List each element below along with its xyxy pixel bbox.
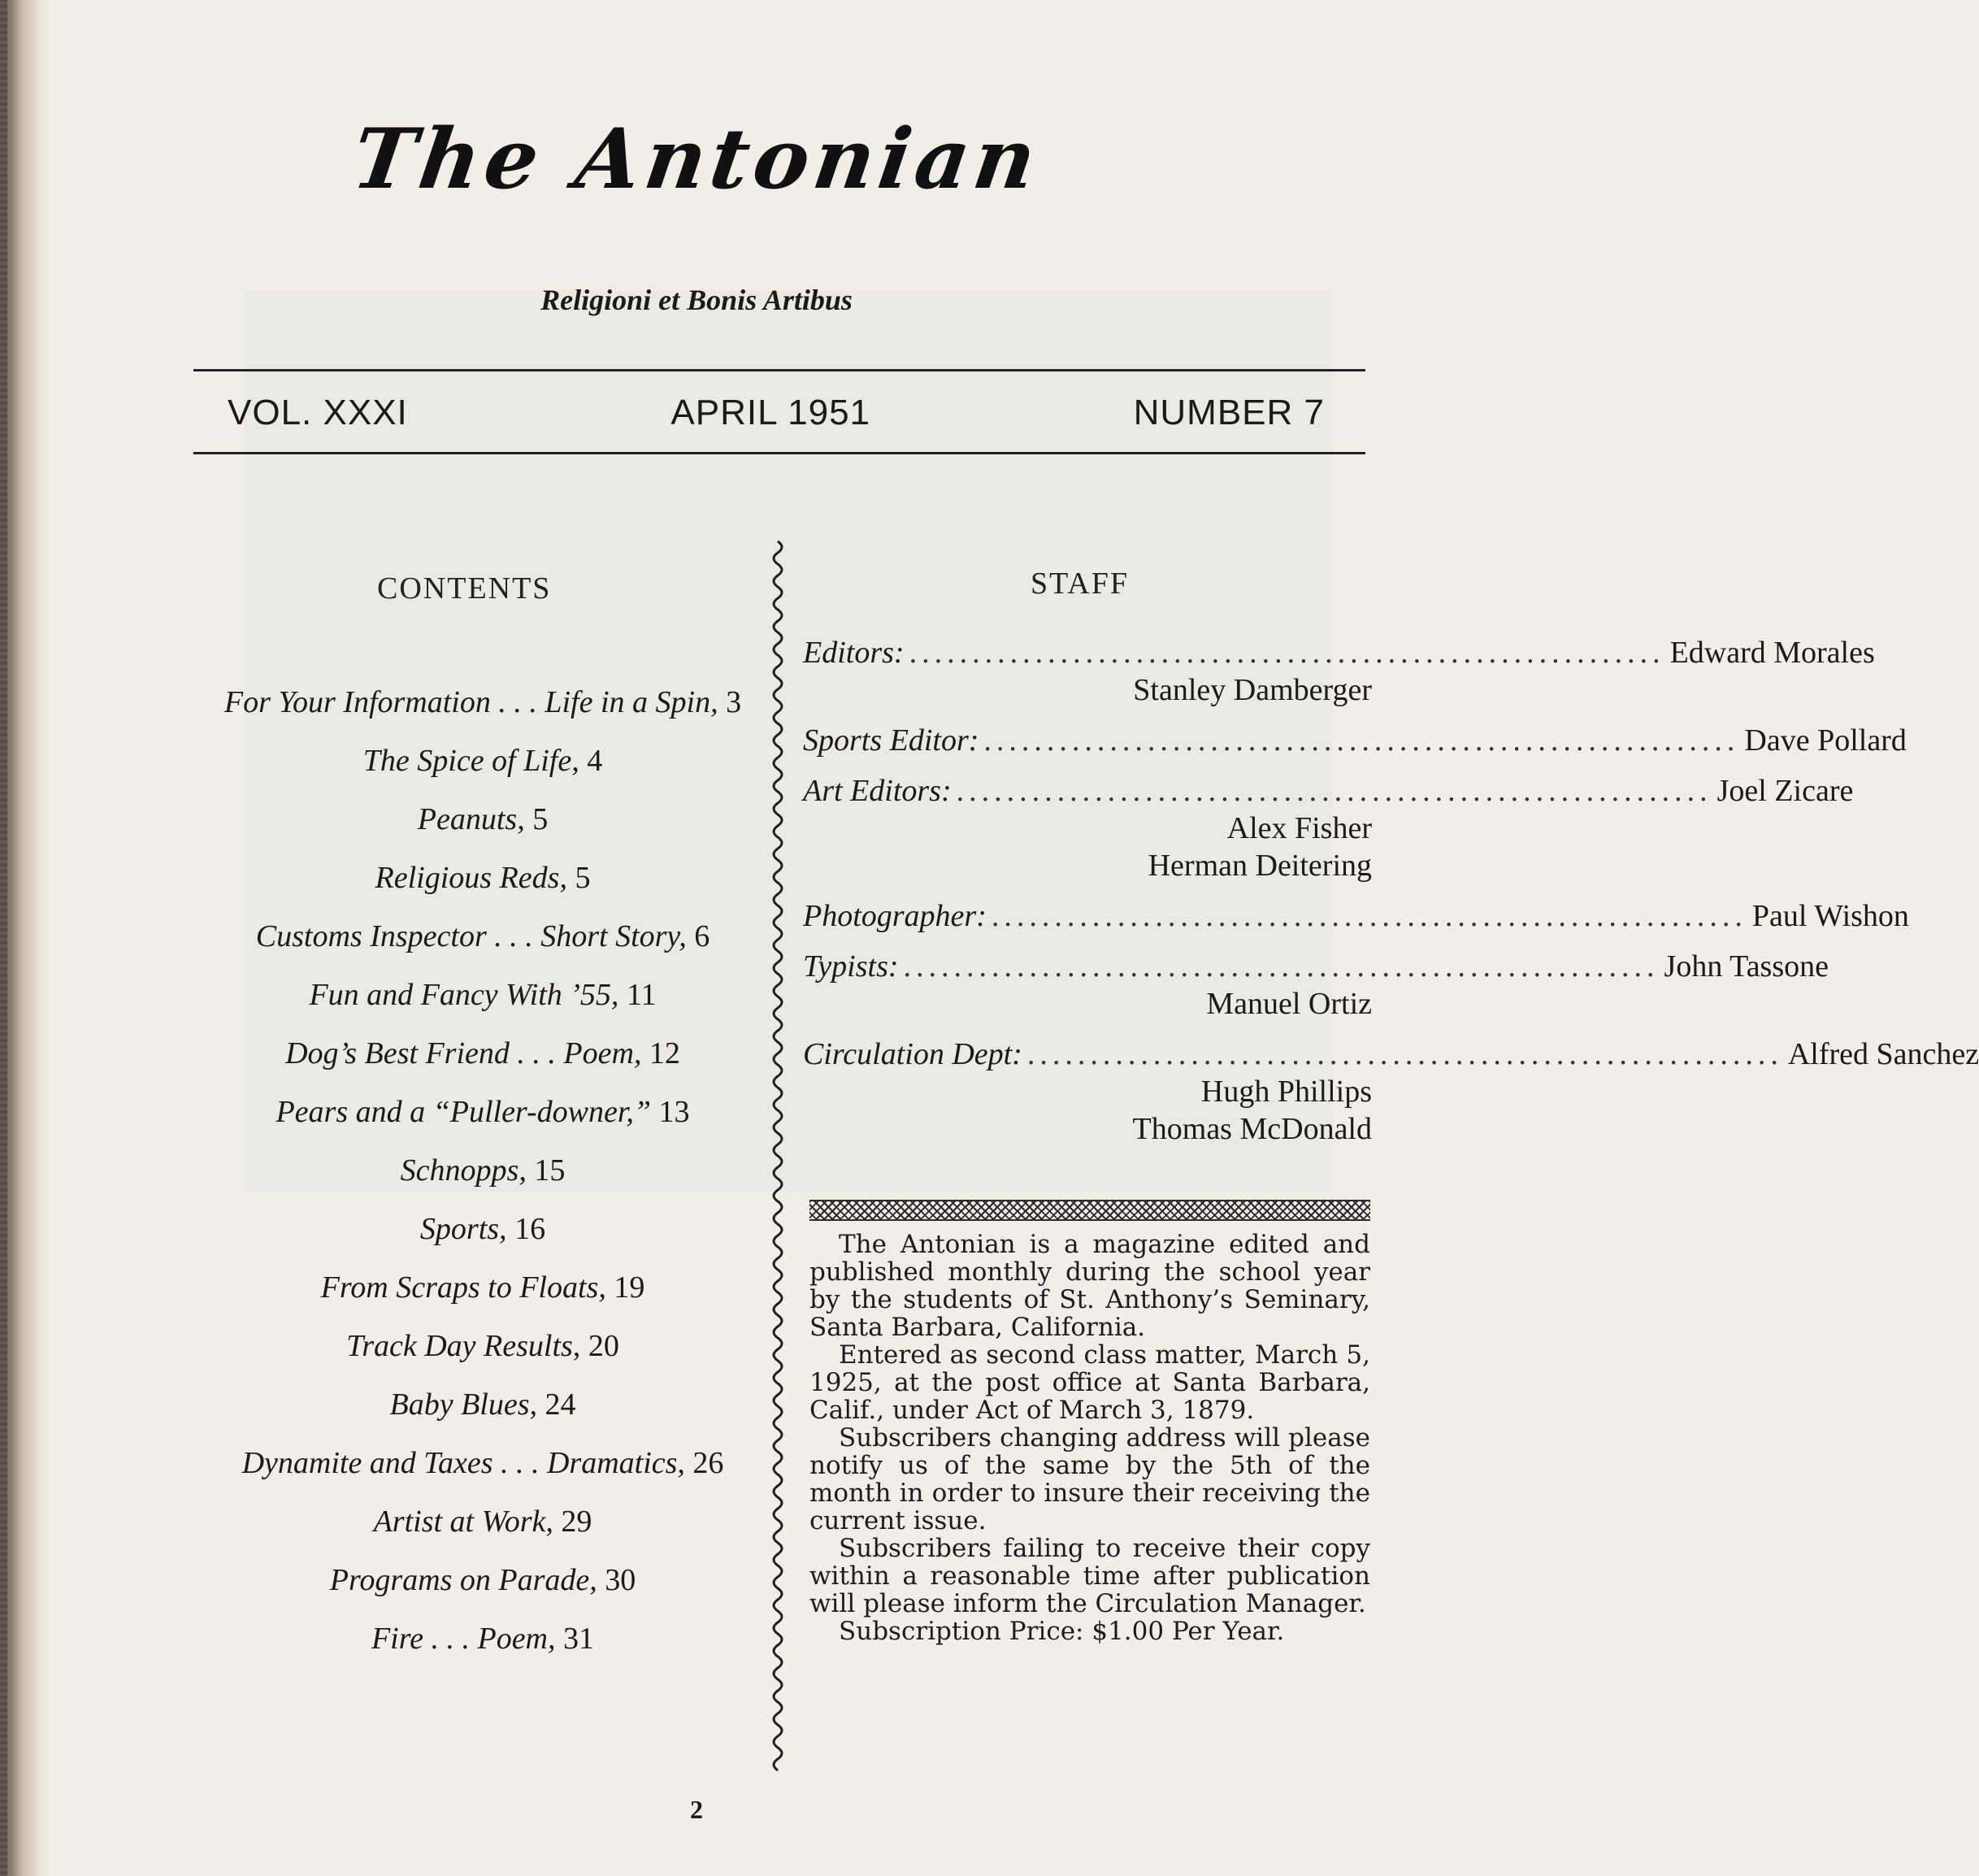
toc-entry-title: Schnopps, <box>400 1153 527 1188</box>
notice-paragraph: Subscribers failing to receive their copy within a reasonable time after publication will please inform the Circulation Manager. <box>809 1534 1370 1618</box>
staff-group <box>803 722 1907 759</box>
top-rule <box>193 369 1365 371</box>
toc-entry <box>185 1616 780 1661</box>
staff-name: Hugh Phillips <box>1200 1075 1372 1109</box>
leader-dots: ............................................................ <box>991 899 1747 933</box>
toc-entry <box>185 1031 780 1076</box>
staff-row <box>803 1036 1979 1073</box>
staff-name: Thomas McDonald <box>1132 1112 1372 1146</box>
masthead-motto: Religioni et Bonis Artibus <box>540 284 853 316</box>
toc-entry <box>185 855 780 901</box>
staff-list <box>803 634 1979 1161</box>
staff-role: Photographer: <box>803 899 987 933</box>
staff-name: Manuel Ortiz <box>1206 987 1372 1021</box>
toc-entry <box>185 680 780 725</box>
toc-entry <box>185 738 780 784</box>
staff-row <box>803 722 1907 759</box>
toc-entry-title: Pears and a “Puller-downer,” <box>276 1095 652 1129</box>
staff-name: Paul Wishon <box>1751 899 1909 933</box>
toc-entry-title: Dynamite and Taxes . . . Dramatics, <box>241 1446 685 1480</box>
toc-entry-page: 29 <box>561 1505 592 1539</box>
staff-name: Edward Morales <box>1669 636 1875 670</box>
toc-entry <box>185 972 780 1018</box>
toc-entry-title: Religious Reds, <box>375 861 567 895</box>
toc-entry-page: 13 <box>658 1095 690 1129</box>
notice-paragraph: Subscription Price: $1.00 Per Year. <box>839 1617 1285 1646</box>
toc-entry <box>185 1440 780 1486</box>
binding-edge <box>0 0 7 1876</box>
toc-entry-title: Programs on Parade, <box>329 1563 597 1597</box>
toc-entry-page: 19 <box>614 1270 645 1305</box>
staff-group <box>803 772 1854 884</box>
staff-row <box>803 948 1829 985</box>
staff-group <box>803 897 1909 935</box>
issue-number: NUMBER 7 <box>1133 393 1325 432</box>
toc-entry <box>185 1089 780 1135</box>
leader-dots: ............................................................ <box>983 723 1740 758</box>
staff-role: Editors: <box>803 636 905 670</box>
toc-entry-page: 26 <box>692 1446 724 1480</box>
toc-entry-title: Track Day Results, <box>346 1329 581 1363</box>
masthead-title: The Antonian <box>346 111 1047 208</box>
leader-dots: ............................................................ <box>1026 1037 1783 1071</box>
leader-dots: ............................................................ <box>956 774 1712 808</box>
staff-name: Dave Pollard <box>1744 723 1907 758</box>
toc-entry-page: 11 <box>626 978 657 1012</box>
toc-entry-page: 30 <box>605 1563 636 1597</box>
toc-entry-title: The Spice of Life, <box>362 744 579 778</box>
toc-entry-page: 31 <box>563 1622 595 1656</box>
toc-entry <box>185 1148 780 1193</box>
toc-entry <box>185 797 780 842</box>
staff-role: Sports Editor: <box>803 723 979 758</box>
contents-list <box>185 680 780 1674</box>
toc-entry-page: 5 <box>532 802 549 836</box>
toc-entry-title: Fun and Fancy With ’55, <box>309 978 619 1012</box>
staff-row <box>803 634 1875 671</box>
toc-entry-page: 20 <box>588 1329 619 1363</box>
staff-name: John Tassone <box>1664 949 1829 984</box>
toc-entry-title: Dog’s Best Friend . . . Poem, <box>285 1036 642 1070</box>
staff-group <box>803 948 1829 1023</box>
toc-entry-page: 3 <box>726 685 742 719</box>
toc-entry <box>185 1323 780 1369</box>
ornamental-border <box>809 1200 1370 1221</box>
publication-notice <box>809 1231 1370 1645</box>
staff-group <box>803 634 1875 709</box>
issue-line <box>228 389 1325 437</box>
toc-entry-title: Sports, <box>419 1212 507 1246</box>
toc-entry-page: 24 <box>545 1387 576 1422</box>
staff-row <box>803 772 1854 810</box>
toc-entry <box>185 1557 780 1603</box>
staff-group <box>803 1036 1979 1148</box>
toc-entry-page: 15 <box>534 1153 566 1188</box>
wavy-divider <box>766 541 790 1761</box>
toc-entry-title: For Your Information . . . Life in a Spin, <box>224 685 718 719</box>
toc-entry-title: Baby Blues, <box>389 1387 537 1422</box>
toc-entry-page: 16 <box>514 1212 546 1246</box>
toc-entry-title: From Scraps to Floats, <box>320 1270 606 1305</box>
staff-role: Circulation Dept: <box>803 1037 1022 1071</box>
leader-dots: ............................................................ <box>909 636 1665 670</box>
staff-heading: STAFF <box>1031 567 1130 601</box>
toc-entry-page: 6 <box>694 919 710 953</box>
bottom-rule <box>193 452 1365 454</box>
book-binding <box>0 0 49 1876</box>
toc-entry-title: Peanuts, <box>417 802 525 836</box>
issue-date: APRIL 1951 <box>671 393 871 432</box>
staff-role: Art Editors: <box>803 774 952 808</box>
toc-entry-title: Artist at Work, <box>373 1505 553 1539</box>
toc-entry-title: Customs Inspector . . . Short Story, <box>255 919 687 953</box>
toc-entry <box>185 1499 780 1544</box>
staff-name: Herman Deitering <box>1148 849 1372 883</box>
contents-heading: CONTENTS <box>377 571 552 606</box>
staff-name: Alfred Sanchez <box>1787 1037 1979 1071</box>
notice-paragraph: The Antonian is a magazine edited and published monthly during the school year by the students of St. Anthony’s Seminary, Santa Barbara, California. <box>809 1230 1370 1342</box>
notice-paragraph: Subscribers changing address will please notify us of the same by the 5th of the month in order to insure their receiving the current issue. <box>809 1423 1370 1535</box>
wavy-divider-line <box>766 541 790 1761</box>
page-number: 2 <box>690 1795 703 1824</box>
toc-entry <box>185 914 780 959</box>
toc-entry <box>185 1382 780 1427</box>
leader-dots: ............................................................ <box>903 949 1660 984</box>
toc-entry <box>185 1206 780 1252</box>
notice-paragraph: Entered as second class matter, March 5, 1925, at the post office at Santa Barbara, Calif., under Act of March 3, 1879. <box>809 1340 1370 1425</box>
staff-name: Joel Zicare <box>1716 774 1854 808</box>
staff-role: Typists: <box>803 949 899 984</box>
staff-name: Alex Fisher <box>1226 811 1372 845</box>
toc-entry-page: 4 <box>587 744 603 778</box>
staff-name: Stanley Damberger <box>1133 673 1372 707</box>
volume-label: VOL. XXXI <box>228 393 408 432</box>
toc-entry-title: Fire . . . Poem, <box>371 1622 556 1656</box>
staff-row <box>803 897 1909 935</box>
toc-entry <box>185 1265 780 1310</box>
toc-entry-page: 12 <box>649 1036 680 1070</box>
toc-entry-page: 5 <box>575 861 591 895</box>
